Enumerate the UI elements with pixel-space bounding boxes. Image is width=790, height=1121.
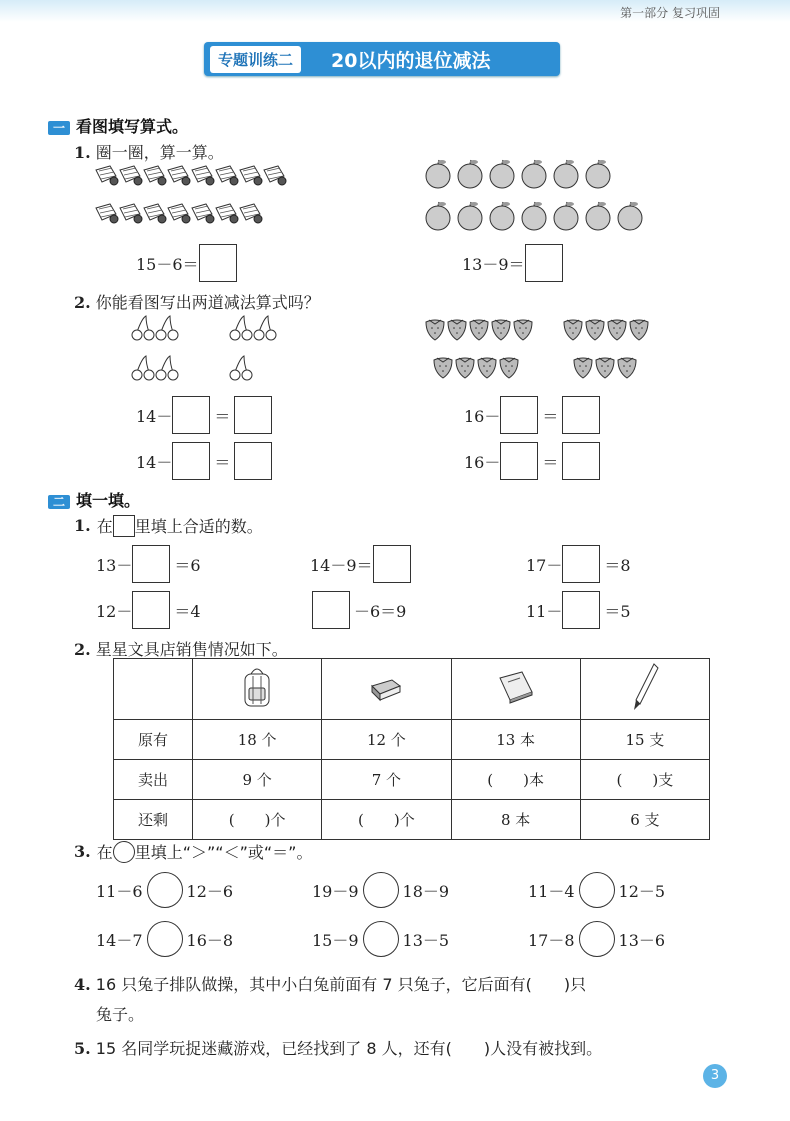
table-corner: [114, 659, 193, 720]
eq-text: 16－8: [186, 930, 234, 950]
answer-box[interactable]: [500, 396, 538, 434]
fill-13: [96, 545, 201, 583]
item-pencil-box: [322, 659, 451, 720]
table-row-remaining: [114, 800, 710, 840]
eq-text: ＝5: [604, 601, 631, 621]
eq-text: 15－6＝: [136, 254, 199, 274]
item-pencil: [580, 659, 709, 720]
eq-text: 14－: [136, 406, 173, 426]
eq-text: 14－9＝: [310, 555, 373, 575]
apple-group: [424, 158, 654, 236]
fill-17: [526, 545, 631, 583]
title-banner: [204, 42, 560, 76]
eq-text: 13－: [96, 555, 133, 575]
eq-text: 13－9＝: [462, 254, 525, 274]
compare-circle[interactable]: [579, 872, 615, 908]
compare-5: [312, 921, 449, 957]
pencil-box-icon: [369, 672, 403, 702]
answer-box[interactable]: [562, 442, 600, 480]
equation-13-9: [462, 244, 563, 282]
page-title: 20以内的退位减法: [331, 49, 491, 72]
section-2-title: 填一填。: [76, 491, 141, 510]
eq-text: ＝4: [174, 601, 201, 621]
table-cell: 9 个: [193, 760, 322, 800]
answer-box[interactable]: [199, 244, 237, 282]
q-number: 3.: [74, 842, 91, 861]
eq-14-row2: [136, 442, 272, 480]
compare-circle[interactable]: [147, 921, 183, 957]
fill-12: [96, 591, 201, 629]
eq-text: 14－7: [96, 930, 143, 950]
equation-15-6: [136, 244, 237, 282]
compare-circle[interactable]: [363, 921, 399, 957]
eq-text: －6＝9: [354, 601, 407, 621]
shuttlecock-icon: [96, 166, 286, 223]
s2-q2: [74, 637, 288, 660]
eq-14-row1: [136, 396, 272, 434]
pencil-icon: [630, 662, 660, 712]
title-tag: 专题训练二: [210, 46, 301, 73]
section-header: 第一部分 复习巩固: [620, 6, 720, 20]
compare-circle[interactable]: [579, 921, 615, 957]
sales-table: [113, 658, 710, 840]
eq-sign: ＝: [214, 452, 231, 472]
answer-box[interactable]: [172, 396, 210, 434]
answer-box[interactable]: [562, 396, 600, 434]
s2-q3: [74, 840, 312, 863]
eq-text: 12－5: [618, 881, 666, 901]
eq-text: 13－6: [618, 930, 666, 950]
eq-text: 14－: [136, 452, 173, 472]
eq-text: 18－9: [402, 881, 450, 901]
circle-symbol: [113, 841, 135, 863]
section-1-heading: [48, 114, 188, 137]
q-text: 圈一圈，算一算。: [95, 143, 224, 162]
section-1-title: 看图填写算式。: [76, 117, 189, 136]
table-cell-blank[interactable]: ( )个: [193, 800, 322, 840]
table-cell: 7 个: [322, 760, 451, 800]
shuttlecock-group: [94, 162, 294, 234]
q-text: 15 名同学玩捉迷藏游戏，已经找到了 8 人，还有( )人没有被找到。: [95, 1039, 603, 1058]
table-cell: 6 支: [580, 800, 709, 840]
q-text: 里填上“＞”“＜”或“＝”。: [134, 843, 313, 862]
section-2-badge: 二: [48, 495, 70, 509]
q-number: 4.: [74, 975, 91, 994]
table-header-row: [114, 659, 710, 720]
eq-text: 15－9: [312, 930, 359, 950]
section-1-badge: 一: [48, 121, 70, 135]
apple-icon: [426, 160, 642, 230]
section-2-heading: [48, 488, 140, 511]
answer-box[interactable]: [234, 396, 272, 434]
compare-3: [528, 872, 665, 908]
q-number: 2.: [74, 293, 91, 312]
s2-q1: [74, 514, 263, 537]
strawberry-group: [424, 316, 654, 386]
answer-box[interactable]: [132, 591, 170, 629]
q-text: 里填上合适的数。: [134, 517, 263, 536]
item-backpack: [193, 659, 322, 720]
q-text: 在: [96, 517, 113, 536]
s2-q4: [74, 970, 734, 1030]
eq-text: 16－: [464, 452, 501, 472]
fill-minus6: [312, 591, 406, 629]
table-row-original: [114, 720, 710, 760]
q-number: 5.: [74, 1039, 91, 1058]
table-cell: 15 支: [580, 720, 709, 760]
answer-box[interactable]: [525, 244, 563, 282]
answer-box[interactable]: [312, 591, 350, 629]
table-cell: 8 本: [451, 800, 580, 840]
notebook-icon: [496, 670, 536, 704]
answer-box[interactable]: [562, 591, 600, 629]
q-text: 你能看图写出两道减法算式吗？: [95, 293, 320, 312]
table-cell: 13 本: [451, 720, 580, 760]
table-cell-blank[interactable]: ( )支: [580, 760, 709, 800]
eq-text: 12－6: [186, 881, 234, 901]
q-text: 兔子。: [96, 1005, 145, 1024]
eq-text: 17－8: [528, 930, 575, 950]
eq-text: 17－: [526, 555, 563, 575]
compare-2: [312, 872, 449, 908]
q-text: 16 只兔子排队做操，其中小白兔前面有 7 只兔子，它后面有( )只: [95, 975, 587, 994]
eq-text: ＝6: [174, 555, 201, 575]
strawberry-icon: [426, 320, 648, 378]
q-text: 在: [96, 843, 113, 862]
table-cell-blank[interactable]: ( )个: [322, 800, 451, 840]
answer-box[interactable]: [373, 545, 411, 583]
eq-text: 16－: [464, 406, 501, 426]
row-label: 原有: [114, 720, 193, 760]
eq-16-row1: [464, 396, 600, 434]
q-number: 1.: [74, 143, 91, 162]
answer-box[interactable]: [172, 442, 210, 480]
q-number: 2.: [74, 640, 91, 659]
s1-q1: [74, 140, 224, 163]
fill-14-9: [310, 545, 411, 583]
row-label: 卖出: [114, 760, 193, 800]
fill-11: [526, 591, 631, 629]
eq-text: 13－5: [402, 930, 450, 950]
table-row-sold: [114, 760, 710, 800]
eq-sign: ＝: [214, 406, 231, 426]
answer-box[interactable]: [500, 442, 538, 480]
box-symbol: [113, 515, 135, 537]
q-number: 1.: [74, 516, 91, 535]
eq-text: 11－4: [528, 881, 575, 901]
table-cell: 12 个: [322, 720, 451, 760]
compare-6: [528, 921, 665, 957]
cherry-icon: [132, 316, 276, 380]
s2-q5: [74, 1036, 734, 1059]
compare-1: [96, 872, 233, 908]
eq-text: 11－: [526, 601, 563, 621]
eq-text: 12－: [96, 601, 133, 621]
answer-box[interactable]: [234, 442, 272, 480]
eq-text: 11－6: [96, 881, 143, 901]
s1-q2: [74, 290, 320, 313]
eq-16-row2: [464, 442, 600, 480]
answer-box[interactable]: [132, 545, 170, 583]
item-notebook: [451, 659, 580, 720]
answer-box[interactable]: [562, 545, 600, 583]
compare-4: [96, 921, 233, 957]
table-cell: 18 个: [193, 720, 322, 760]
eq-text: ＝8: [604, 555, 631, 575]
eq-text: 19－9: [312, 881, 359, 901]
cherry-group: [130, 314, 290, 386]
compare-circle[interactable]: [147, 872, 183, 908]
compare-circle[interactable]: [363, 872, 399, 908]
table-cell-blank[interactable]: ( )本: [451, 760, 580, 800]
eq-sign: ＝: [542, 406, 559, 426]
backpack-icon: [240, 664, 274, 710]
row-label: 还剩: [114, 800, 193, 840]
q-text: 星星文具店销售情况如下。: [95, 640, 288, 659]
page-number: 3: [703, 1064, 727, 1088]
eq-sign: ＝: [542, 452, 559, 472]
